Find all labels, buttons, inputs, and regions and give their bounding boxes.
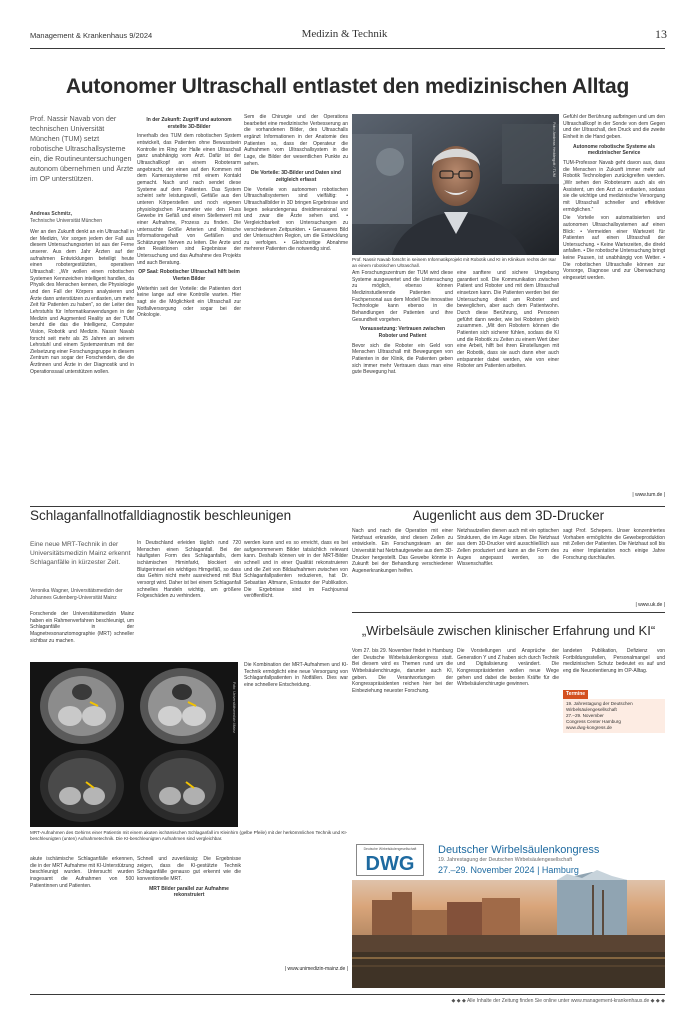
paragraph: Die Vorteile von automatisierten und autonomen Ultraschallsystemen auf einen Blick: • Vermeiden einer Wartezeit für Patienten auf einen Ultraschall der Untersuchung. • Keine Wartezeiten, die direkt anfallen. • Die robotische Untersuchung bringt keine Pausen, ist unabhängig von Wetter. • Die robotischen Ultraschalle können zur Vorsorge, Diagnose und zur Überwachung eingesetzt werden.: [563, 215, 665, 282]
termine-line: 19. Jahrestagung der Deutschen Wirbelsäulengesellschaft: [566, 700, 633, 712]
article1-col1: Wer an den Zukunft denkt an ein Ultraschall in der Medizin, Vor sorgen jedem der Fall aus diesem Untersuchungsorten ist aus der Ferne unserer. Aus dem Jahr Ärzten auf der aufnahmen Entwicklungen beteiligt heute einen robotergestützten, operativen Ultraschall: „Wir wollen einen robotischen Systemen Kennzeichen intelligent handlen, da Physik des Menschen kennen, die Physiologie und den Fall der Körpers analysieren und Ärzte dann unterstützen zu entlasten, um mehr Zeit für Patienten zu haben“, so der Leiter des Lehrstuhls für Informatikanwendungen in der Medizin und Augmented Reality an der TUM beruht die das die Intelligenz, Computer Vision, Robotik und Medizin. Nassir Navab forscht seit mehr als 25 Jahren an seinem Lehrstuhl und einem Systemzentrum mit der Zielsetzung einer Forschungsgruppe in diesem Zentrum nun sogar der Forschenden, die die Ärztinnen und Ärzte in der Diagnostik und in Operationssaal unterstützen wollen.: [30, 229, 134, 375]
ad-subtitle: 19. Jahrestagung der Deutschen Wirbelsäulengesellschaft: [438, 857, 573, 863]
article2-col1-continued: akute ischämische Schlaganfälle erkennen, die in der MRT Aufnahme mit KI-Unterstützung beschleunigt wurden. Untersucht wurden insgesamt die Aufnahmen von 500 Patientinnen und Patienten.: [30, 856, 134, 889]
ad-date: 27.–29. November 2024 | Hamburg: [438, 865, 579, 875]
subhead: Die Vorteile: 3D-Bilder und Daten sind zeitgleich erfasst: [251, 170, 341, 183]
portrait-caption: Prof. Nassir Navab forscht in seinem Informatikprojekt mit Robotik und KI im Klinikum rechts der Isar an einem robotischen Ultraschall.: [352, 257, 556, 268]
subhead: OP Saal: Robotischer Ultraschall hilft beim Vierten Bilder: [138, 269, 240, 283]
paragraph: Gefühl der Berührung aufbringen und um den Ultraschallkopf in der Sonde von dem Gegen und der Ultraschall, den Druck und die zweite Einheit in die Hand geben.: [563, 114, 665, 140]
article4-col3: landeten Publikation, Defizienz von Fortbildungsstellen, Personalmangel und medizinischen Schutz bedeutet es auf und eng die Neuorientierung im OP-Alltag.: [563, 648, 665, 674]
portrait-image: [352, 114, 559, 255]
header-rule: [30, 48, 665, 49]
article2-col3-continued: Die Kombination der MRT-Aufnahmen und KI-Technik ermöglicht eine neue Versorgung von Schlaganfallpatienten in Notfällen. Dies war eine schnellere Entscheidung.: [244, 662, 348, 688]
article4-col1: Vom 27. bis 29. November findet in Hamburg der Deutsche Wirbelsäulenkongress statt. Bei diesem wird es Themen rund um die Wirbelsäulenchirurgie, darunter auch KI, geben. Die Verantwortungen der Kongresspräsidenten reichen hier bei der Einbeziehung neuester Forschung.: [352, 648, 453, 694]
article3-headline: Augenlicht aus dem 3D-Drucker: [412, 508, 605, 523]
ad-text: [438, 844, 662, 876]
dwg-logo-text: DWG: [365, 852, 415, 875]
article1-lede: Prof. Nassir Navab von der technischen Universität München (TUM) setzt robotische Ultraschallsysteme ein, die Routineuntersuchungen autonom übernehmen und Ärzte im OP unterstützen.: [30, 114, 134, 183]
article2-col2-continued: [137, 856, 241, 974]
article2-col2: In Deutschland erleiden täglich rund 720 Menschen einen Schlaganfall. Bei der häufigsten Form des Schlaganfalls, dem ischämischen Hirninfarkt, blockiert ein Blutgerinnsel ein wichtiges Hirngefäß, so dass das Gehirn nicht mehr ausreichend mit Blut versorgt wird. Daher ist bei einem Schlaganfall schnelles Handeln wichtig, um größere Folgeschäden zu verhindern.: [137, 540, 241, 600]
issue-label: Management & Krankenhaus 9/2024: [30, 31, 153, 40]
subhead: Autonome robotische Systeme als medizinischer Service: [573, 143, 655, 157]
portrait-photo: [352, 114, 559, 255]
article2-col1: Forschende der Universitätsmedizin Mainz haben ein Rahmenverfahren beschleunigt, um Schlaganfälle in der Magnetresonanztomographie (MRT) schneller sichtbar zu machen.: [30, 611, 134, 644]
article1-col5: eine sanftere und sichere Umgebung garantiert soll. Die Kommunikation zwischen Patient und Roboter und mit dem Ultraschall einsetzen kann. Die Patienten werden bei der Untersuchung direkt am Roboter und beweglichen, aber auch dem Patientwohn. Durch diese Berührung, und Personen geführt dann weder, wie bei Robotern gleich zusammen. „Mit den Robotern können die Patienten sich sicherer fühlen, sodass die KI und die Robotik zu Zeiten zu einem Wert über eine Arbeit, hilft bei ihren Einstellungen mit der Robotik, dass sie auch dann eher auch entspannter dabei werden, wie von einer Roboter am Patienten arbeiten.: [457, 270, 559, 370]
article3-signature: | www.uk.de |: [635, 602, 665, 608]
subhead: MRT Bilder parallel zur Aufnahme rekonstruiert: [149, 885, 229, 899]
paragraph: Die Vorteile von autonomen robotischen Ultraschallsystemen sind vielfältig: • Ultraschallbilder in 3D bringen Ergebnisse und liegen sekundengenau dreidimensional vor und zwar die Ärzte sehen und. • Vergleichbarkeit von Untersuchungen zu verschiedenen Zeitpunkten. • Genaueres Bild der Untersuchten Region, um die Entwicklung zu verfolgen. • Gleichzeitige Abnahme mehrerer Patienten die notwendig sind.: [244, 186, 348, 253]
author-name: Andreas Schmitz,: [30, 211, 72, 217]
dwg-advertisement[interactable]: [352, 840, 665, 988]
paragraph: Innerhalb des TUM dem robotischen System entwickelt, das Patienten ohne Bewusstsein Kontrolle im Ring der Halle einen Ultraschall ganz unabhängig vom Arzt. Dafür ist der Ultraschallkopf an einem Roboterarm angebracht, der einen auf den Kommen mit dem Kamerasysteme mit einem Kontakt gemacht. Nach und nach sendet diese Systeme auf dem Patienten. Das System scheint sehr leistungsvoll, Gefäße aus den unteren Körperstellen und noch eigenen physiologischen Parameter wie den Fluss Gewebe im Gefäß und einen Stellenwert mit einer Aufnahme, Prozess zu finden. Die untersuchte Größe Arterien und Klinische Informationsgehalt von Gefäßen und Schätzungen Nerven zu leiten. Die Arzte und den Reaktionen sind Ergebnisse der Untersuchung und das Aufnahme des Projekts und auch Beratung.: [137, 133, 241, 266]
termine-link: www.dwg-kongress.de: [566, 724, 612, 730]
subhead: In der Zukunft: Zugriff und autonom erstellte 3D-Bilder: [146, 117, 232, 130]
article4-col2: Die Vorstellungen und Ansprüche der Generation Y und Z haben sich durch Technik und Digitalisierung verändert. Die Kongresspräsidenten wollen neue Wege gehen und dabei die besten Kräfte für die Wirbelsäulenchirurgie gewinnen.: [457, 648, 559, 688]
termine-box: [563, 690, 665, 733]
mri-scans: [30, 662, 238, 827]
mri-image: [30, 662, 238, 827]
subhead: Voraussetzung: Vertrauen zwischen Roboter und Patient: [359, 326, 446, 339]
dwg-logo: [356, 844, 424, 876]
article2-col3: werden kann und es so erreicht, dass es bei aufgenommenem Bilder tatsächlich relevant kann. Deshalb können wir in der MRT-Bilder schnell und in einer Qualität rekonstruieren und die Zeit von Bildaufnahmen zwischen von Schlaganfallpatienten reduzieren, hat Dr. Sebastian Altmann, Erstautor der Publikation. Die Ergebnisse sind im Fachjournal veröffentlicht.: [244, 540, 348, 600]
paragraph: Am Forschungszentrum der TUM wird diese Systeme ausgewertet und die Untersuchung zu möglich, ebenso können Medizinstudierende Patienten und Fachpersonal aus dem Modell Die innovative Technologie kann ebenso in die Behandlungen der Patienten und ihre Gesundheit vorgehen.: [352, 270, 453, 323]
article1-author: [30, 211, 134, 224]
termine-line: Congress Center Hamburg: [566, 718, 621, 724]
article1-col4: [352, 270, 453, 500]
footer-rule: [30, 994, 665, 995]
article1-col6: [563, 114, 665, 490]
paragraph: Sem die Chirurgie und der Operations bearbeitet eine medizinische Verbesserung an die vorhandenen Bilder, des Ultraschalls ergänzt Informationen in der Anatomie des Patienten so, dass der Operateur die Aufnahmen vom Ultraschallsystem in die Lage, die Bilder der wesentlichen Punkte zu sehen.: [244, 114, 348, 167]
termine-body: [563, 699, 665, 733]
article2-signature: | www.unimedizin-mainz.de |: [284, 966, 348, 972]
article3-col2: Netzhautzellen dienen auch mit ein optischen Strukturen, die im Auge sitzen. Die Netzhaut aus dem 3D-Drucker wird ausschließlich aus Zellen produziert und kann an die Form des Auges angepasst werden, so die Wissenschaftler.: [457, 528, 559, 568]
mri-caption: MRT-Aufnahmen des Gehirns einer Patientin mit einem akuten ischämischen Schlaganfall im Kleinhirn (gelbe Pfeile) mit der herkömmlichen Technik und KI-beschleunigten (unten) Aufnahmetechnik. Die KI-beschleunigten Aufnahmen sind vergleichbar.: [30, 830, 348, 841]
article2-col3-end: [244, 856, 348, 966]
ad-title: Deutscher Wirbelsäulenkongress: [438, 844, 600, 856]
termine-heading: Termine: [563, 690, 588, 699]
article2-author: Veronika Wagner, Universitätsmedizin der Johannes Gutenberg-Universität Mainz: [30, 588, 123, 601]
page-number: 13: [655, 27, 667, 41]
article3-col1: Nach und nach die Operation mit einer Netzhaut erkrankte, sind diesen Zellen zu entwickeln. Ein Forschungsteam an der Universität hat Netzhautgewebe aus dem 3D-Drucker hergestellt. Das Gewebe könnte in Zukunft bei der Behandlung verschiedener Augenerkrankungen helfen.: [352, 528, 453, 574]
author-affiliation: Technische Universität München: [30, 217, 102, 224]
mri-credit: Foto: Universitätsmedizin Mainz: [232, 682, 236, 733]
paragraph: TUM-Professor Navab geht davon aus, dass die Menschen in Zukunft immer mehr auf Robotik Technologien zurückgreifen werden. „Wir sehen den Roboterarm auch als ein Assistent, um den Arzt zu entlasten, sodass sie die wichtige und medizinische Versorgung mit Ultraschall schneller und effektiver ermöglichen.“: [563, 159, 665, 213]
footer-text[interactable]: ◆ ◆ ◆ Alle Inhalte der Zeitung finden Sie online unter www.management-krankenhaus.de ◆ ◆ ◆: [451, 998, 665, 1004]
paragraph: Weiterhin seit der Vorteile: die Patienten dort keine lange auf eine Kontrolle warten. Hier sagt sie die Möglichkeit ein Ultraschall zur Notfallversorgung oder sogar bei der Onkologie.: [137, 285, 241, 319]
paragraph: Schnell und zuverlässig: Die Ergebnisse zeigen, dass die KI-gestützte Technik Schlaganfälle genauso gut erkennt wie die konventionelle MRT.: [137, 856, 241, 882]
photo-credit: Foto: Andreas Heddergott / TUM: [552, 122, 556, 177]
paragraph: Bevor sich die Roboter ein Geld von Menschen Ultraschall mit Bewegungen von Patienten in der Klinik, die Patienten geben sich immer mehr Vertrauen dass man eine gute Bewegung hat.: [352, 342, 453, 376]
article2-headline: Schlaganfallnotfalldiagnostik beschleunigen: [30, 508, 292, 523]
article2-lede: Eine neue MRT-Technik in der Universitätsmedizin Mainz erkennt Schlaganfälle in kürzester Zeit.: [30, 541, 131, 566]
section-rule: [352, 612, 665, 613]
article1-signature: | www.tum.de |: [632, 492, 665, 498]
article1-col3: [244, 114, 348, 500]
termine-line: 27.–29. November: [566, 712, 604, 718]
article1-col2: [137, 114, 241, 500]
article1-headline: Autonomer Ultraschall entlastet den medizinischen Alltag: [65, 75, 630, 98]
article4-headline: „Wirbelsäule zwischen klinischer Erfahrung und KI“: [361, 623, 656, 638]
dwg-logo-subtitle: Deutsche Wirbelsäulengesellschaft: [363, 847, 417, 851]
article3-col3: sagt Prof. Schepers. Unser konzentriertes Vorhaben ermöglichte die Gewebeproduktion mit Zellen der Patienten. Die Netzhaut soll bis zu einer Implantation noch einige Jahre Forschung durchlaufen.: [563, 528, 665, 561]
section-title: Medizin & Technik: [301, 28, 388, 40]
